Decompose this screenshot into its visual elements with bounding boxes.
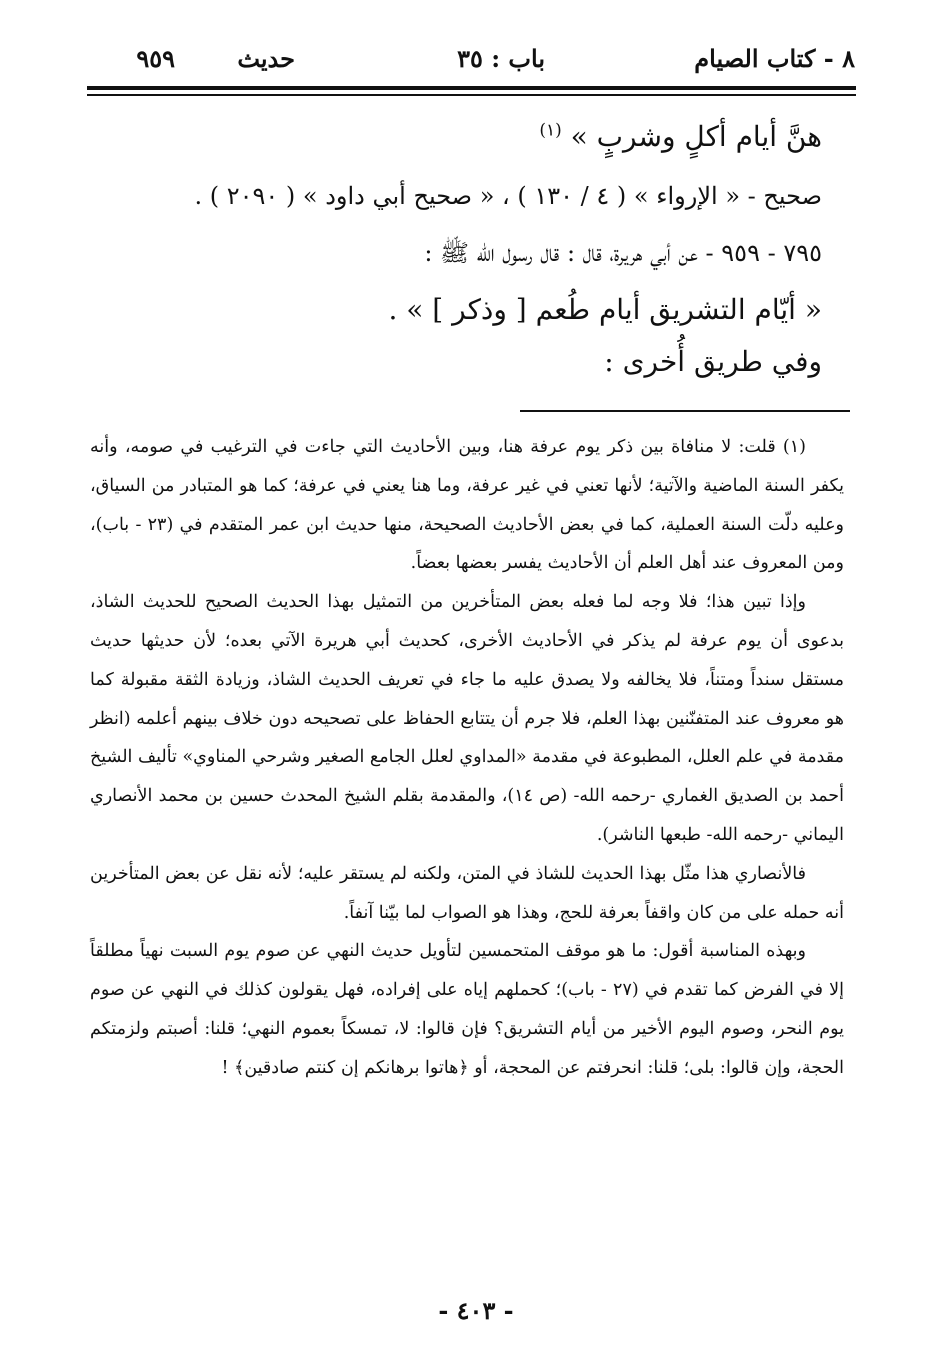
header-book-title: ٨ - كتاب الصيام bbox=[694, 44, 855, 73]
header-rule-thick bbox=[87, 86, 856, 90]
page-number: - ٤٠٣ - bbox=[438, 1296, 514, 1325]
hadith-isnad-line: ٧٩٥ - ٩٥٩ - عن أبي هريرة، قال : قال رسول الله ﷺ : bbox=[424, 239, 822, 267]
header-hadith-number: ٩٥٩ bbox=[136, 44, 175, 73]
other-route-line: وفي طريق أُخرى : bbox=[604, 345, 822, 378]
footnotes bbox=[90, 428, 844, 1088]
footnote-paragraph: وإذا تبين هذا؛ فلا وجه لما فعله بعض المتأخرين من التمثيل بهذا الحديث الصحيح للحديث الشاذ، بدعوى أن يوم عرفة لم يذكر في الأحاديث الأخرى، كحديث أبي هريرة الآتي بعده؛ لأن حديثها حديث مستقل سنداً ومتناً، فلا يخالفه ولا يصدق عليه ما جاء في تعريف الحديث الشاذ، وزيادة الثقة مقبولة كما هو معروف عند المتفنّنين بهذا العلم، فلا جرم أن يتتابع الحفاظ على تصحيحه دون خلاف بينهم أعلمه (انظر مقدمة في علم العلل، المطبوعة في مقدمة «المداوي لعلل الجامع الصغير وشرحي المناوي» تأليف الشيخ أحمد بن الصديق الغماري -رحمه الله- (ص ١٤)، والمقدمة بقلم الشيخ المحدث حسين بن محمد الأنصاري اليماني -رحمه الله- طبعها الناشر). bbox=[90, 592, 844, 845]
footnote-marker: (١) bbox=[539, 120, 562, 141]
header-chapter: باب : ٣٥ bbox=[457, 44, 545, 73]
hadith-text-fragment: هنَّ أيام أكلٍ وشربٍ » bbox=[570, 120, 822, 153]
header-hadith-label: حديث bbox=[237, 44, 295, 73]
grading-line: صحيح - « الإرواء » ( ٤ / ١٣٠ ) ، « صحيح أبي داود » ( ٢٠٩٠ ) . bbox=[194, 182, 822, 210]
hadith-matn-line: « أيّام التشريق أيام طُعم [ وذكر ] » . bbox=[388, 293, 822, 326]
header-rule-thin bbox=[87, 94, 856, 96]
footnote-paragraph: (١) قلت: لا منافاة بين ذكر يوم عرفة هنا، وبين الأحاديث التي جاءت في الترغيب في صومه، وأنه يكفر السنة الماضية والآتية؛ لأنها تعني في غير عرفة، وما هنا يعني في عرفة؛ كما هو المتبادر من السياق، وعليه دلّت السنة العملية، كما في بعض الأحاديث الصحيحة، منها حديث ابن عمر المتقدم في (٢٣ - باب)، ومن المعروف عند أهل العلم أن الأحاديث يفسر بعضها بعضاً. bbox=[90, 437, 844, 574]
hadith-text-line bbox=[539, 120, 822, 153]
footnote-paragraph: فالأنصاري هذا مثّل بهذا الحديث للشاذ في المتن، ولكنه لم يستقر عليه؛ لأنه نقل عن بعض المتأخرين أنه حمله على من كان واقفاً بعرفة للحج، وهذا هو الصواب لما بيّنا آنفاً. bbox=[90, 863, 844, 923]
footnote-separator bbox=[520, 410, 850, 412]
running-header bbox=[100, 38, 855, 80]
footnote-paragraph: وبهذه المناسبة أقول: ما هو موقف المتحمسين لتأويل حديث النهي عن صوم يوم السبت نهياً مطلقاً إلا في الفرض كما تقدم في (٢٧ - باب)؛ كحملهم إياه على إفراده، فهل يقولون كذلك في النهي عن صوم يوم النحر، وصوم اليوم الأخير من أيام التشريق؟ فإن قالوا: لا، تمسكاً بعموم النهي؛ قلنا: أصبتم ولزمتكم الحجة، وإن قالوا: بلى؛ قلنا: انحرفتم عن المحجة، أو ﴿هاتوا برهانكم إن كنتم صادقين﴾ ! bbox=[90, 941, 844, 1078]
